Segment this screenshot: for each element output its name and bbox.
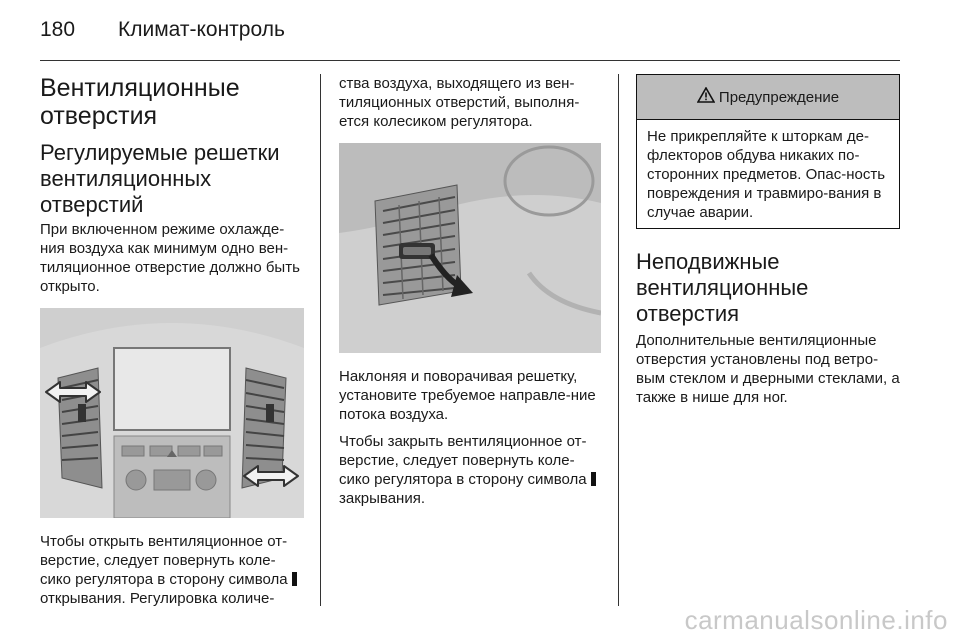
intro-paragraph: При включенном режиме охлажде-ния воздуха как минимум одно вен-тиляционное отверстие должно быть открыто. <box>40 221 300 295</box>
warning-title: Предупреждение <box>718 88 840 106</box>
open-vent-text: Чтобы открыть вентиляционное от-верстие, следует повернуть коле-сико регулятора в сторону символа <box>40 533 288 588</box>
column-1 <box>40 74 304 616</box>
tilt-paragraph: Наклоняя и поворачивая решетку, установите требуемое направле-ние потока воздуха. <box>339 368 596 423</box>
column-2 <box>339 74 603 516</box>
close-vent-paragraph <box>339 432 603 508</box>
open-vent-paragraph <box>40 532 304 608</box>
open-vent-text-suffix: открывания. Регулировка количе- <box>40 590 275 607</box>
dashboard-illustration <box>40 308 304 518</box>
column-divider-1 <box>320 74 321 606</box>
column-divider-2 <box>618 74 619 606</box>
fixed-vents-paragraph: Дополнительные вентиляционные отверстия установлены под ветро-вым стеклом и дверными стеклами, а также в нише для ног. <box>636 332 900 406</box>
warning-triangle-icon <box>697 87 715 107</box>
page-title: Климат-контроль <box>118 18 285 41</box>
subsection-title-adjustable: Регулируемые решетки вентиляционных отверстий <box>40 140 280 217</box>
vent-adjust-figure <box>339 143 601 353</box>
section-title-vents: Вентиляционные отверстия <box>40 74 240 130</box>
continuation-paragraph: ства воздуха, выходящего из вен-тиляционных отверстий, выполня-ется колесиком регулятора. <box>339 75 580 130</box>
section-title-fixed-vents: Неподвижные вентиляционные отверстия <box>636 249 809 326</box>
vent-closeup-illustration <box>339 143 601 353</box>
warning-text: Не прикрепляйте к шторкам де-флекторов обдува никаких по-сторонних предметов. Опас-ность повреждения и травмиро-вания в случае аварии. <box>647 128 886 221</box>
close-vent-text: Чтобы закрыть вентиляционное от-верстие, следует повернуть коле-сико регулятора в сторону символа <box>339 433 587 488</box>
watermark: carmanualsonline.info <box>684 605 948 635</box>
close-symbol-icon <box>591 472 596 486</box>
open-symbol-icon <box>292 572 297 586</box>
header-divider <box>40 60 900 61</box>
page-number: 180 <box>40 18 76 41</box>
warning-box <box>636 74 900 229</box>
dashboard-vents-figure <box>40 308 304 518</box>
column-3 <box>636 74 900 415</box>
close-vent-text-suffix: закрывания. <box>339 490 426 507</box>
warning-header <box>637 75 899 120</box>
warning-body <box>637 120 899 228</box>
